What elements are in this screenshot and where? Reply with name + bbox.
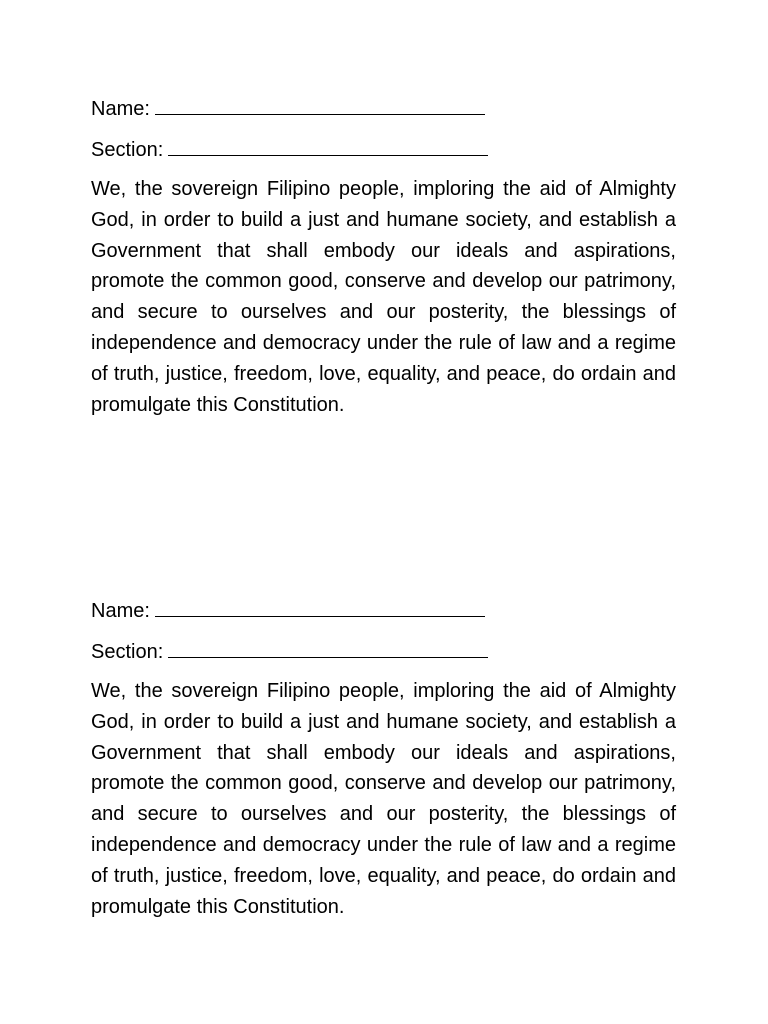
section-blank-line [168, 637, 488, 658]
name-blank-line [155, 596, 485, 617]
section-label: Section: [91, 139, 164, 161]
section-blank-line [168, 135, 488, 156]
name-blank-line [155, 94, 485, 115]
name-field [91, 94, 676, 121]
section-field [91, 637, 676, 664]
section-field [91, 135, 676, 162]
preamble-paragraph: We, the sovereign Filipino people, imploring the aid of Almighty God, in order to build a just and humane society, and establish a Government that shall embody our ideals and aspirations, promote the common good, conserve and develop our patrimony, and secure to ourselves and our posterity, the blessings of independence and democracy under the rule of law and a regime of truth, justice, freedom, love, equality, and peace, do ordain and promulgate this Constitution. [91, 178, 676, 416]
name-label: Name: [91, 600, 150, 622]
worksheet-block-1 [91, 94, 676, 420]
name-field [91, 596, 676, 623]
worksheet-block-2 [91, 596, 676, 922]
name-label: Name: [91, 98, 150, 120]
section-label: Section: [91, 641, 164, 663]
preamble-paragraph: We, the sovereign Filipino people, imploring the aid of Almighty God, in order to build a just and humane society, and establish a Government that shall embody our ideals and aspirations, promote the common good, conserve and develop our patrimony, and secure to ourselves and our posterity, the blessings of independence and democracy under the rule of law and a regime of truth, justice, freedom, love, equality, and peace, do ordain and promulgate this Constitution. [91, 680, 676, 918]
